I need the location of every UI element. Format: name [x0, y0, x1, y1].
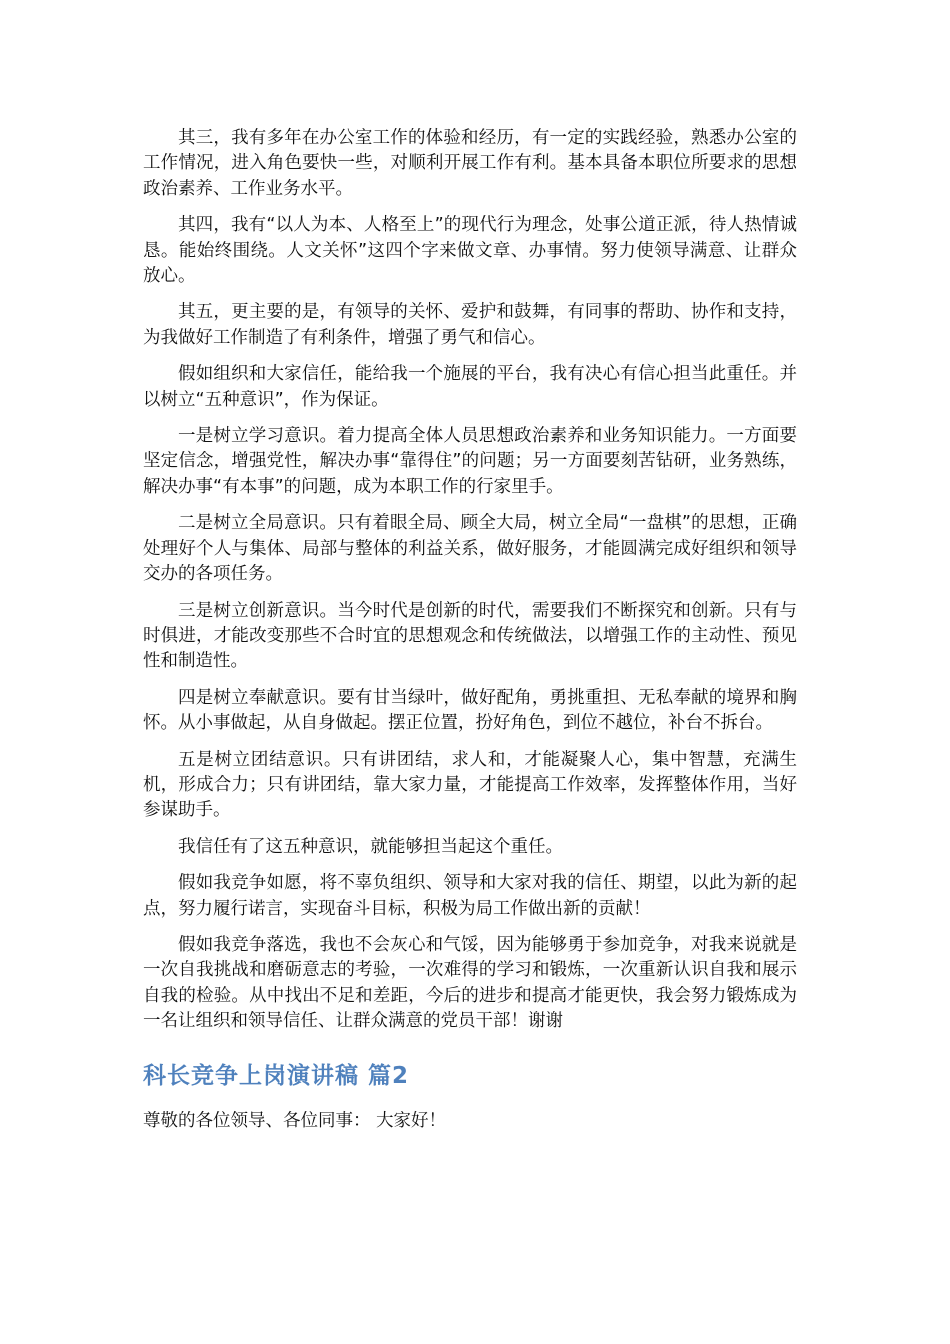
paragraph-dedication: 四是树立奉献意识。要有甘当绿叶，做好配角，勇挑重担、无私奉献的境界和胸怀。从小事做起，从自身做起。摆正位置，扮好角色，到位不越位，补台不拆台。 [143, 687, 797, 734]
paragraph-qisi: 其四，我有“以人为本、人格至上”的现代行为理念，处事公道正派，待人热情诚恳。能始终围绕。人文关怀”这四个字来做文章、办事情。努力使领导满意、让群众放心。 [143, 215, 797, 287]
greeting-line: 尊敬的各位领导、各位同事： 大家好！ [143, 1110, 447, 1131]
document-page [143, 126, 797, 1134]
section-heading: 科长竞争上岗演讲稿 篇2 [143, 1062, 410, 1089]
paragraph-innovation: 三是树立创新意识。当今时代是创新的时代，需要我们不断探究和创新。只有与时俱进，才能改变那些不合时宜的思想观念和传统做法，以增强工作的主动性、预见性和制造性。 [143, 600, 797, 672]
paragraph-unity: 五是树立团结意识。只有讲团结，求人和，才能凝聚人心，集中智慧，充满生机，形成合力；只有讲团结，靠大家力量，才能提高工作效率，发挥整体作用，当好参谋助手。 [143, 749, 797, 821]
paragraph-qiwu: 其五，更主要的是，有领导的关怀、爱护和鼓舞，有同事的帮助、协作和支持，为我做好工作制造了有利条件，增强了勇气和信心。 [143, 302, 797, 348]
paragraph-learning: 一是树立学习意识。着力提高全体人员思想政治素养和业务知识能力。一方面要坚定信念，增强党性，解决办事“靠得住”的问题；另一方面要刻苦钻研，业务熟练，解决办事“有本事”的问题，成为本职工作的行家里手。 [143, 426, 797, 497]
paragraph-confidence: 我信任有了这五种意识，就能够担当起这个重任。 [178, 836, 563, 857]
paragraph-if-win: 假如我竞争如愿，将不辜负组织、领导和大家对我的信任、期望，以此为新的起点，努力履行诺言，实现奋斗目标，积极为局工作做出新的贡献！ [143, 873, 797, 919]
paragraph-trust: 假如组织和大家信任，能给我一个施展的平台，我有决心有信心担当此重任。并以树立“五种意识”，作为保证。 [143, 364, 797, 410]
paragraph-qisan: 其三，我有多年在办公室工作的体验和经历，有一定的实践经验，熟悉办公室的工作情况，进入角色要快一些，对顺利开展工作有利。基本具备本职位所要求的思想政治素养、工作业务水平。 [143, 128, 797, 199]
paragraph-if-lose: 假如我竞争落选，我也不会灰心和气馁，因为能够勇于参加竞争，对我来说就是一次自我挑战和磨砺意志的考验，一次难得的学习和锻炼，一次重新认识自我和展示自我的检验。从中找出不足和差距，今后的进步和提高才能更快，我会努力锻炼成为一名让组织和领导信任、让群众满意的党员干部！谢谢 [143, 934, 797, 1032]
paragraph-overall: 二是树立全局意识。只有着眼全局、顾全大局，树立全局“一盘棋”的思想，正确处理好个人与集体、局部与整体的利益关系，做好服务，才能圆满完成好组织和领导交办的各项任务。 [143, 513, 797, 585]
